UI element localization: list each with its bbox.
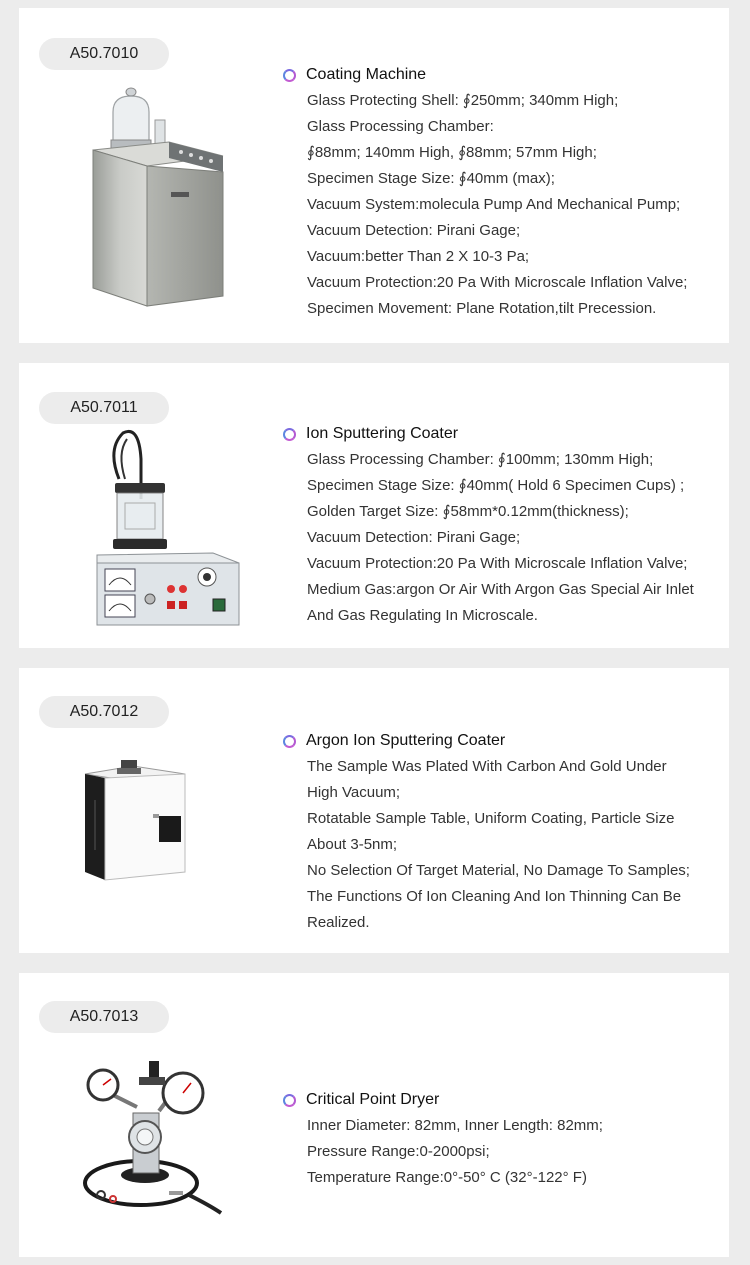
spec-line: Vacuum Protection:20 Pa With Microscale Inflation Valve; [307, 555, 688, 572]
product-code-badge: A50.7012 [39, 696, 169, 728]
spec-line: Specimen Stage Size: ∮40mm (max); [307, 170, 555, 187]
product-title: Ion Sputtering Coater [306, 425, 459, 442]
circle-bullet-icon [283, 428, 296, 441]
coating-machine-image [85, 84, 225, 314]
spec-list [283, 447, 721, 629]
spec-line: The Sample Was Plated With Carbon And Gold Under [307, 758, 667, 775]
spec-line: Pressure Range:0-2000psi; [307, 1143, 490, 1160]
product-title: Argon Ion Sputtering Coater [306, 732, 506, 749]
circle-bullet-icon [283, 69, 296, 82]
spec-line: Specimen Movement: Plane Rotation,tilt Precession. [307, 300, 657, 317]
spec-line: Inner Diameter: 82mm, Inner Length: 82mm; [307, 1117, 603, 1134]
product-card [19, 363, 729, 648]
product-code-badge: A50.7010 [39, 38, 169, 70]
spec-line: Vacuum Protection:20 Pa With Microscale Inflation Valve; [307, 274, 688, 291]
spec-line: And Gas Regulating In Microscale. [307, 607, 538, 624]
product-title-row [283, 1087, 721, 1113]
spec-line: Realized. [307, 914, 370, 931]
spec-line: Glass Processing Chamber: [307, 118, 494, 135]
spec-line: Vacuum:better Than 2 X 10-3 Pa; [307, 248, 530, 265]
product-card [19, 973, 729, 1257]
argon-ion-sputtering-coater-image [81, 760, 189, 882]
spec-line: Golden Target Size: ∮58mm*0.12mm(thickness); [307, 503, 629, 520]
spec-line: Specimen Stage Size: ∮40mm( Hold 6 Specimen Cups) ; [307, 477, 685, 494]
product-card [19, 8, 729, 343]
product-title-row [283, 728, 721, 754]
product-info [283, 728, 721, 936]
critical-point-dryer-image [79, 1055, 225, 1219]
spec-line: Temperature Range:0°-50° C (32°-122° F) [307, 1169, 587, 1186]
spec-list [283, 1113, 721, 1191]
product-info [283, 421, 721, 629]
product-info [283, 1087, 721, 1191]
spec-line: Vacuum System:molecula Pump And Mechanical Pump; [307, 196, 681, 213]
spec-line: Medium Gas:argon Or Air With Argon Gas Special Air Inlet [307, 581, 694, 598]
ion-sputtering-coater-image [95, 429, 241, 629]
product-code-badge: A50.7013 [39, 1001, 169, 1033]
circle-bullet-icon [283, 1094, 296, 1107]
spec-list [283, 88, 721, 322]
product-code-badge: A50.7011 [39, 392, 169, 424]
product-title-row [283, 421, 721, 447]
product-card [19, 668, 729, 953]
spec-line: Glass Processing Chamber: ∮100mm; 130mm High; [307, 451, 654, 468]
circle-bullet-icon [283, 735, 296, 748]
product-info [283, 62, 721, 322]
spec-line: Rotatable Sample Table, Uniform Coating, Particle Size [307, 810, 675, 827]
spec-line: The Functions Of Ion Cleaning And Ion Thinning Can Be [307, 888, 682, 905]
spec-line: ∮88mm; 140mm High, ∮88mm; 57mm High; [307, 144, 597, 161]
spec-line: About 3-5nm; [307, 836, 398, 853]
product-title-row [283, 62, 721, 88]
spec-line: Glass Protecting Shell: ∮250mm; 340mm High; [307, 92, 619, 109]
product-title: Coating Machine [306, 66, 427, 83]
spec-line: Vacuum Detection: Pirani Gage; [307, 222, 521, 239]
spec-line: High Vacuum; [307, 784, 401, 801]
spec-list [283, 754, 721, 936]
spec-line: Vacuum Detection: Pirani Gage; [307, 529, 521, 546]
product-title: Critical Point Dryer [306, 1091, 440, 1108]
spec-line: No Selection Of Target Material, No Damage To Samples; [307, 862, 690, 879]
